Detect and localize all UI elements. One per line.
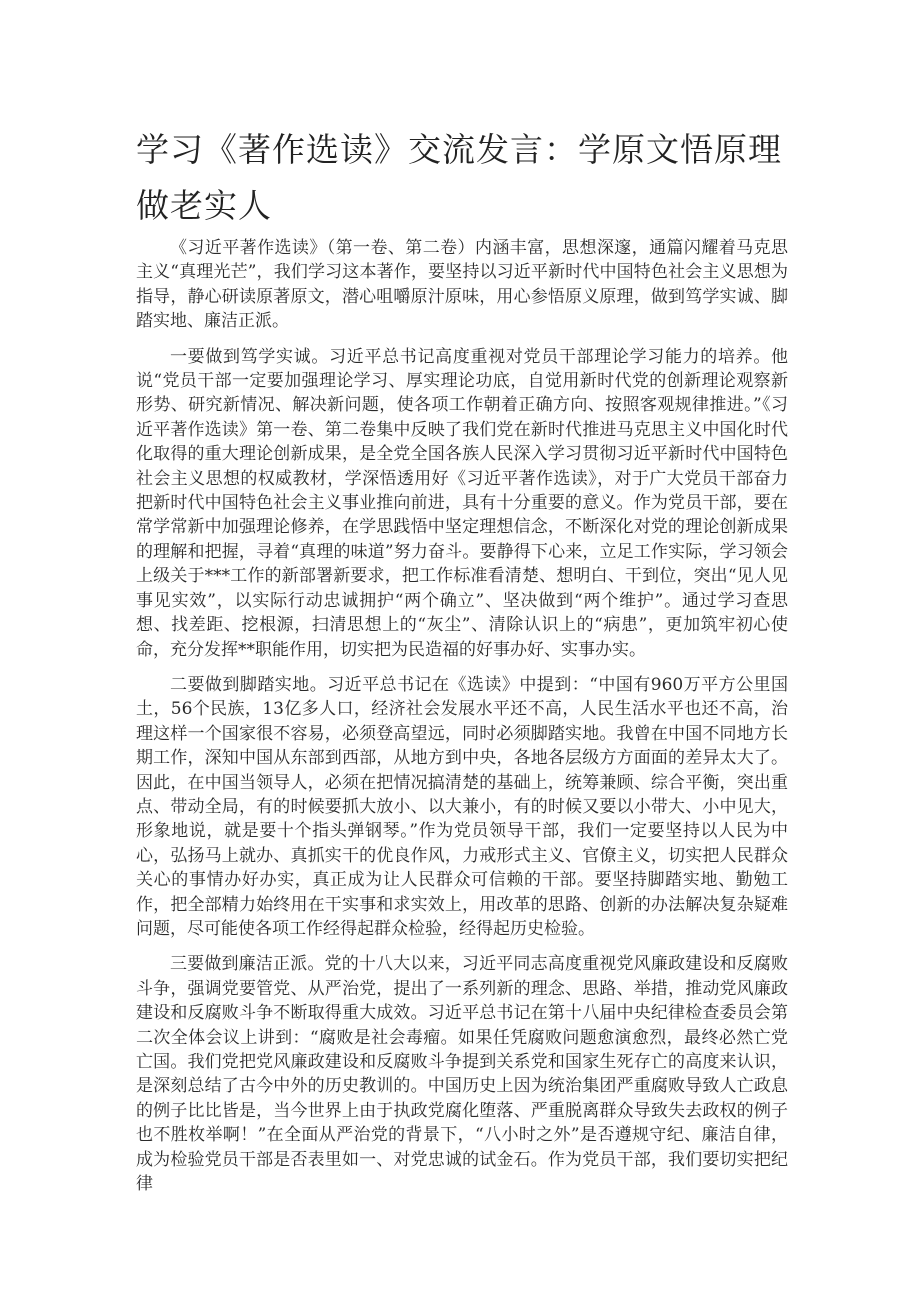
paragraph-integrity: 三要做到廉洁正派。党的十八大以来，习近平同志高度重视党风廉政建设和反腐败斗争，强调党要管党、从严治党，提出了一系列新的理念、思路、举措，推动党风廉政建设和反腐败斗争不断取得重大成效。习近平总书记在第十八届中央纪律检查委员会第二次全体会议上讲到：“腐败是社会毒瘤。如果任凭腐败问题愈演愈烈，最终必然亡党亡国。我们党把党风廉政建设和反腐败斗争提到关系党和国家生死存亡的高度来认识，是深刻总结了古今中外的历史教训的。中国历史上因为统治集团严重腐败导致人亡政息的例子比比皆是，当今世界上由于执政党腐化堕落、严重脱离群众导致失去政权的例子也不胜枚举啊！”在全面从严治党的背景下，“八小时之外”是否遵规守纪、廉洁自律，成为检验党员干部是否表里如一、对党忠诚的试金石。作为党员干部，我们要切实把纪律 [136,954,788,1195]
document-body [136,236,788,1207]
paragraph-study: 一要做到笃学实诚。习近平总书记高度重视对党员干部理论学习能力的培养。他说“党员干部一定要加强理论学习、厚实理论功底，自觉用新时代党的创新理论观察新形势、研究新情况、解决新问题，使各项工作朝着正确方向、按照客观规律推进。”《习近平著作选读》第一卷、第二卷集中反映了我们党在新时代推进马克思主义中国化时代化取得的重大理论创新成果，是全党全国各族人民深入学习贯彻习近平新时代中国特色社会主义思想的权威教材，学深悟透用好《习近平著作选读》，对于广大党员干部奋力把新时代中国特色社会主义事业推向前进，具有十分重要的意义。作为党员干部，要在常学常新中加强理论修养，在学思践悟中坚定理想信念，不断深化对党的理论创新成果的理解和把握，寻着“真理的味道”努力奋斗。要静得下心来，立足工作实际，学习领会上级关于***工作的新部署新要求，把工作标准看清楚、想明白、干到位，突出“见人见事见实效”，以实际行动忠诚拥护“两个确立”、坚决做到“两个维护”。通过学习查思想、找差距、挖根源，扫清思想上的“灰尘”、清除认识上的“病患”，更加筑牢初心使命，充分发挥**职能作用，切实把为民造福的好事办好、实事办实。 [136,346,788,660]
document-title: 学习《著作选读》交流发言：学原文悟原理做老实人 [136,130,782,225]
paragraph-practical: 二要做到脚踏实地。习近平总书记在《选读》中提到：“中国有960万平方公里国土，56个民族，13亿多人口，经济社会发展水平还不高，人民生活水平也还不高，治理这样一个国家很不容易，必须登高望远，同时必须脚踏实地。我曾在中国不同地方长期工作，深知中国从东部到西部，从地方到中央，各地各层级方方面面的差异太大了。因此，在中国当领导人，必须在把情况搞清楚的基础上，统筹兼顾、综合平衡，突出重点、带动全局，有的时候要抓大放小、以大兼小，有的时候又要以小带大、小中见大，形象地说，就是要十个指头弹钢琴。”作为党员领导干部，我们一定要坚持以人民为中心，弘扬马上就办、真抓实干的优良作风，力戒形式主义、官僚主义，切实把人民群众关心的事情办好办实，真正成为让人民群众可信赖的干部。要坚持脚踏实地、勤勉工作，把全部精力始终用在干实事和求实效上，用改革的思路、创新的办法解决复杂疑难问题，尽可能使各项工作经得起群众检验，经得起历史检验。 [136,674,788,939]
paragraph-intro: 《习近平著作选读》（第一卷、第二卷）内涵丰富，思想深邃，通篇闪耀着马克思主义“真理光芒”，我们学习这本著作，要坚持以习近平新时代中国特色社会主义思想为指导，静心研读原著原文，潜心咀嚼原汁原味，用心参悟原义原理，做到笃学实诚、脚踏实地、廉洁正派。 [136,238,788,332]
